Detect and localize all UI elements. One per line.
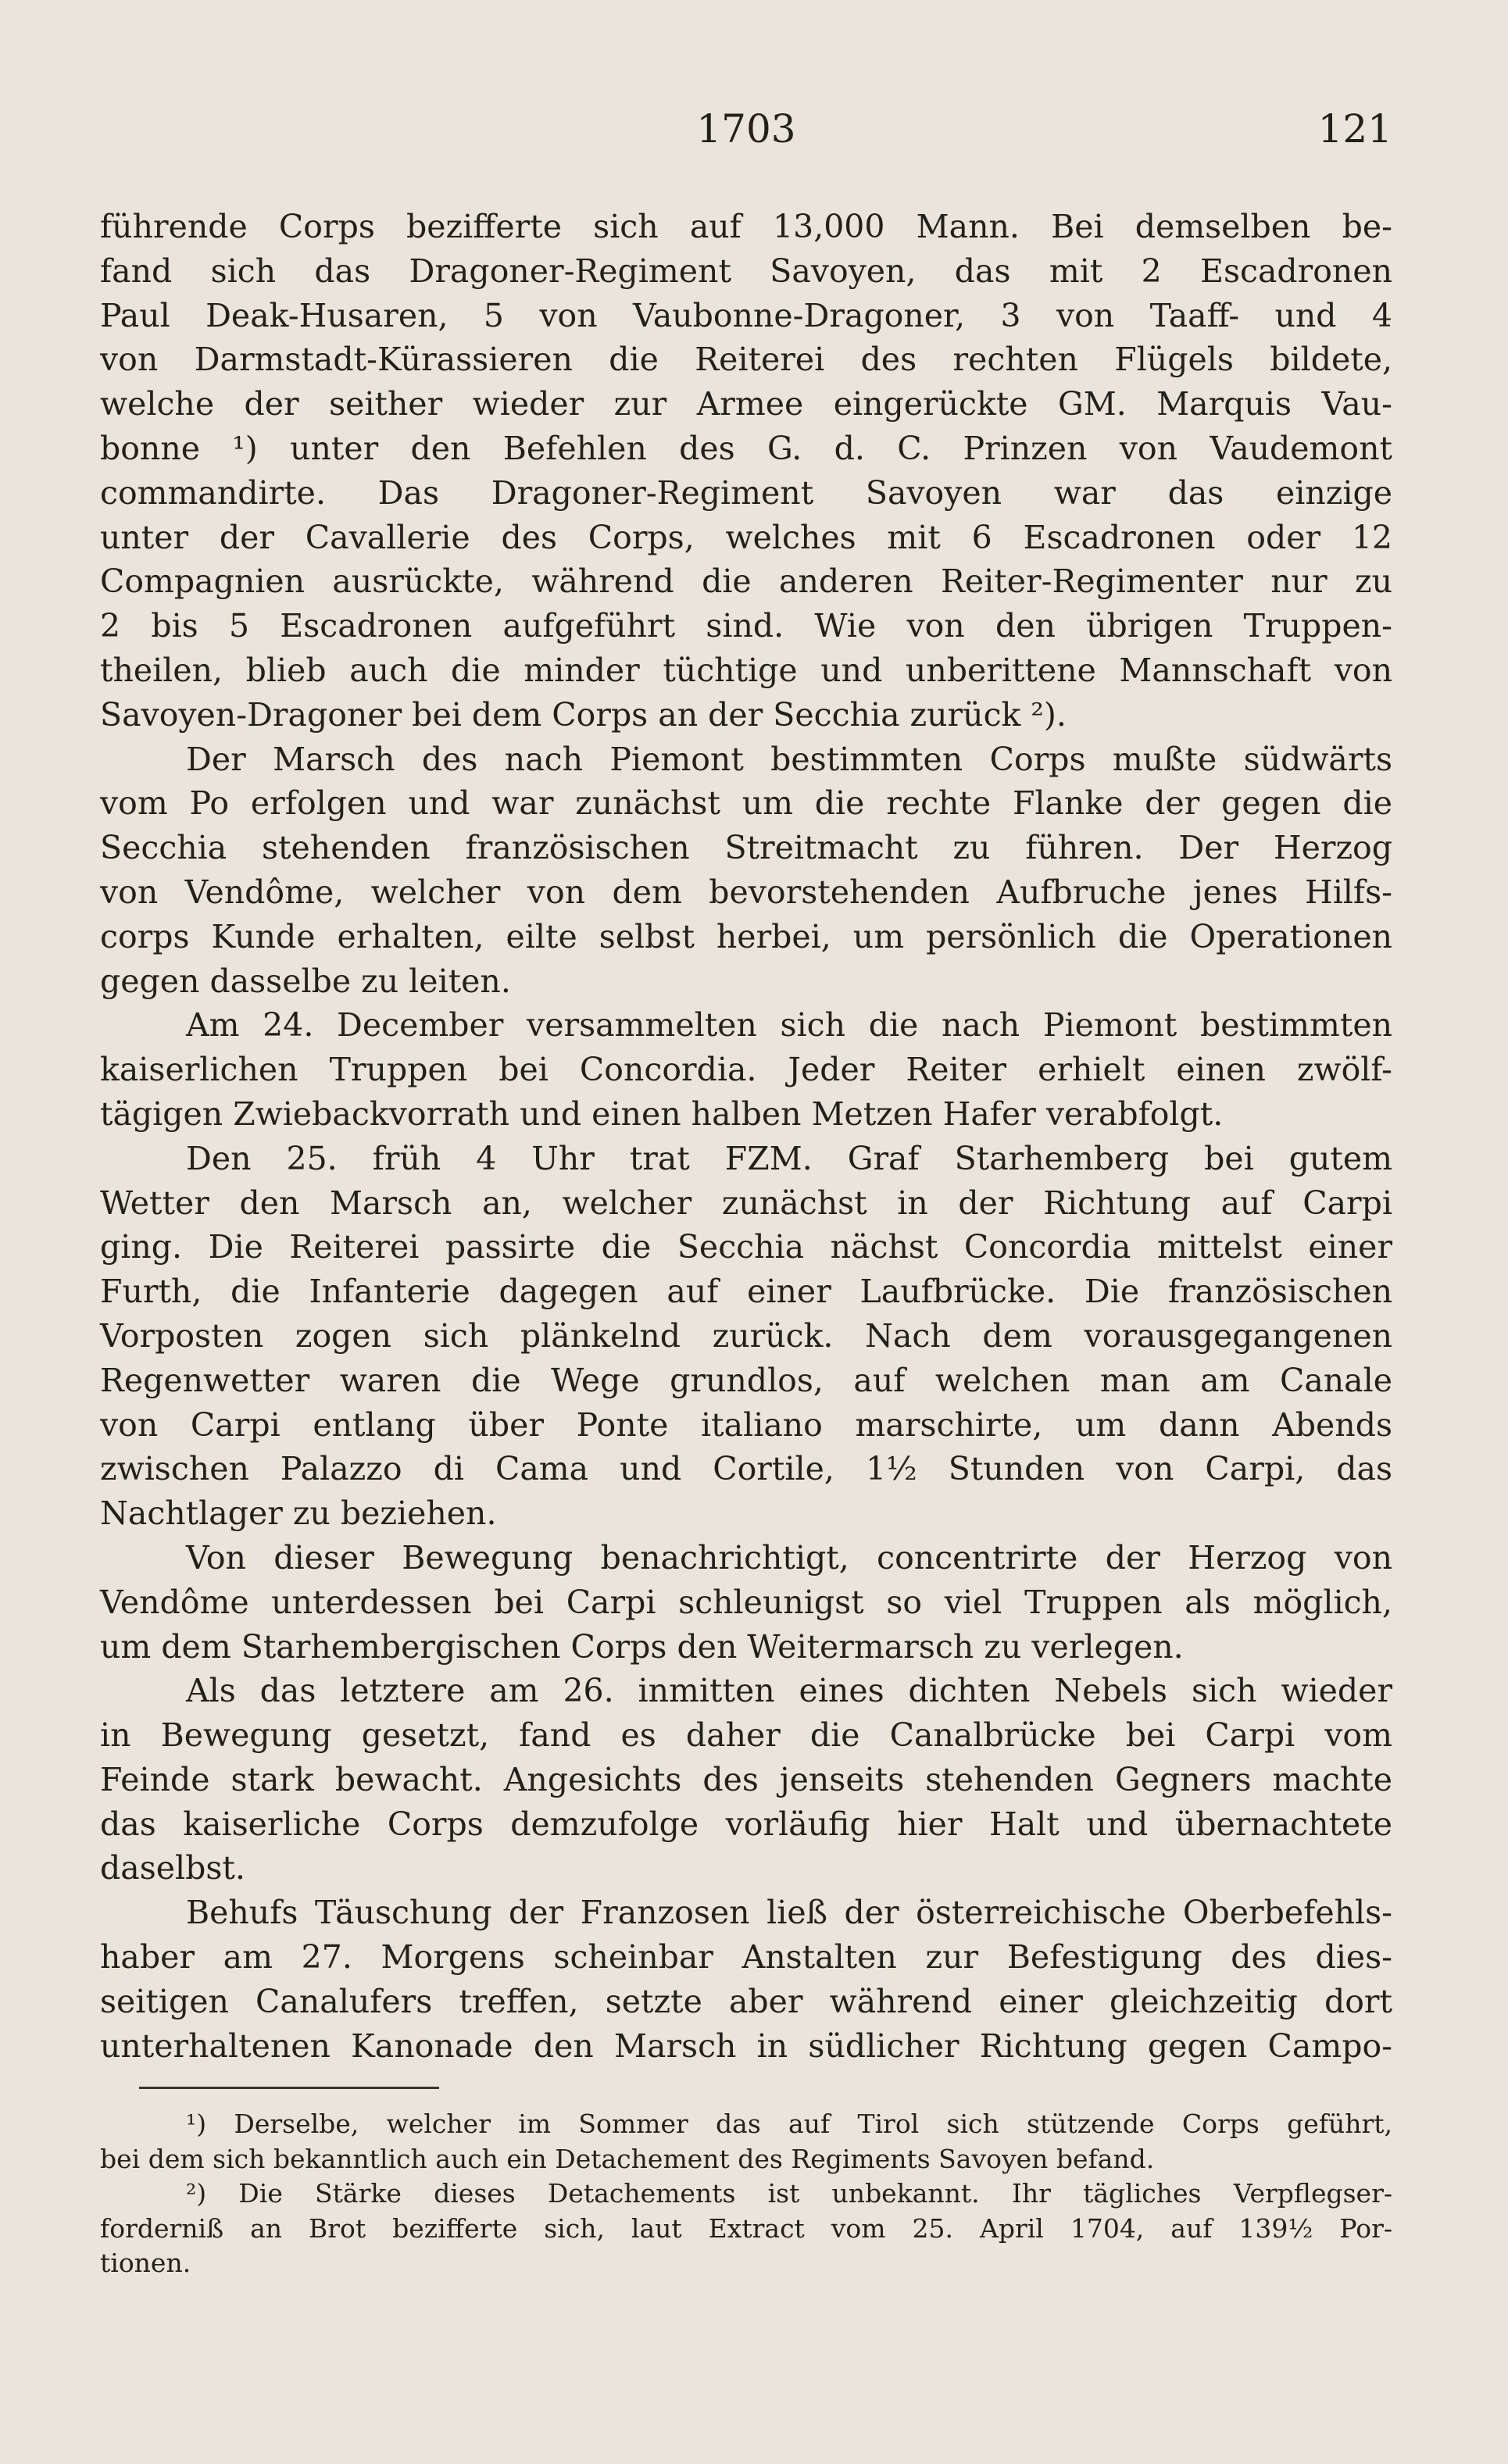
text-line: zwischen Palazzo di Cama und Cortile, 1½ Stunden von Carpi, das — [100, 1450, 1392, 1488]
text-line: Den 25. früh 4 Uhr trat FZM. Graf Starhemberg bei gutem — [186, 1139, 1392, 1177]
text-line: von Darmstadt-Kürassieren die Reiterei des rechten Flügels bildete, — [100, 341, 1392, 379]
text-line: Vendôme unterdessen bei Carpi schleunigst so viel Truppen als möglich, — [100, 1583, 1392, 1621]
text-line: 2 bis 5 Escadronen aufgeführt sind. Wie von den übrigen Truppen- — [100, 607, 1392, 645]
text-line: fand sich das Dragoner-Regiment Savoyen, das mit 2 Escadronen — [100, 252, 1392, 290]
text-line: Der Marsch des nach Piemont bestimmten Corps mußte südwärts — [186, 740, 1392, 778]
text-line: Compagnien ausrückte, während die anderen Reiter-Regimenter nur zu — [100, 562, 1392, 601]
text-line: von Vendôme, welcher von dem bevorstehenden Aufbruche jenes Hilfs- — [100, 873, 1392, 911]
text-line: von Carpi entlang über Ponte italiano marschirte, um dann Abends — [100, 1405, 1392, 1444]
text-line: haber am 27. Morgens scheinbar Anstalten zur Befestigung des dies- — [100, 1938, 1392, 1977]
text-line: Paul Deak-Husaren, 5 von Vaubonne-Dragoner, 3 von Taaff- und 4 — [100, 296, 1392, 334]
text-line: bonne ¹) unter den Befehlen des G. d. C. Prinzen von Vaudemont — [100, 429, 1392, 467]
footnote-line: ²) Die Stärke dieses Detachements ist unbekannt. Ihr tägliches Verpflegser- — [186, 2178, 1392, 2209]
text-line: daselbst. — [100, 1849, 245, 1887]
running-header-year: 1703 — [696, 106, 796, 152]
page-number: 121 — [1317, 106, 1392, 152]
text-line: seitigen Canalufers treffen, setzte aber während einer gleichzeitig dort — [100, 1982, 1392, 2020]
text-line: Als das letztere am 26. inmitten eines dichten Nebels sich wieder — [186, 1672, 1392, 1710]
text-line: das kaiserliche Corps demzufolge vorläufig hier Halt und übernachtete — [100, 1805, 1392, 1843]
text-line: corps Kunde erhalten, eilte selbst herbei, um persönlich die Operationen — [100, 917, 1392, 955]
text-line: um dem Starhembergischen Corps den Weitermarsch zu verlegen. — [100, 1627, 1184, 1666]
text-line: Feinde stark bewacht. Angesichts des jenseits stehenden Gegners machte — [100, 1760, 1392, 1798]
footnote-line: bei dem sich bekanntlich auch ein Detachement des Regiments Savoyen befand. — [100, 2143, 1155, 2174]
text-line: welche der seither wieder zur Armee eingerückte GM. Marquis Vau- — [100, 385, 1392, 423]
text-line: gegen dasselbe zu leiten. — [100, 962, 511, 1000]
text-line: tägigen Zwiebackvorrath und einen halben Metzen Hafer verabfolgt. — [100, 1095, 1224, 1133]
text-line: führende Corps bezifferte sich auf 13,000 Mann. Bei demselben be- — [100, 208, 1392, 245]
text-line: Behufs Täuschung der Franzosen ließ der österreichische Oberbefehls- — [186, 1894, 1392, 1932]
footnote-line: tionen. — [100, 2248, 191, 2278]
text-line: theilen, blieb auch die minder tüchtige und unberittene Mannschaft von — [100, 651, 1392, 689]
text-line: commandirte. Das Dragoner-Regiment Savoyen war das einzige — [100, 473, 1392, 512]
text-line: Regenwetter waren die Wege grundlos, auf welchen man am Canale — [100, 1361, 1392, 1399]
text-line: Furth, die Infanterie dagegen auf einer Laufbrücke. Die französischen — [100, 1273, 1392, 1311]
text-line: Savoyen-Dragoner bei dem Corps an der Secchia zurück ²). — [100, 695, 1067, 734]
body-text — [100, 205, 1392, 2068]
footnote-separator — [139, 2087, 439, 2089]
footnote-line: forderniß an Brot bezifferte sich, laut Extract vom 25. April 1704, auf 139½ Por- — [100, 2212, 1392, 2244]
text-line: Von dieser Bewegung benachrichtigt, concentrirte der Herzog von — [186, 1538, 1392, 1577]
footnote-line: ¹) Derselbe, welcher im Sommer das auf Tirol sich stützende Corps geführt, — [186, 2109, 1392, 2139]
text-line: Nachtlager zu beziehen. — [100, 1494, 497, 1533]
text-line: Am 24. December versammelten sich die nach Piemont bestimmten — [186, 1006, 1392, 1045]
text-line: vom Po erfolgen und war zunächst um die rechte Flanke der gegen die — [100, 784, 1392, 823]
text-line: unter der Cavallerie des Corps, welches mit 6 Escadronen oder 12 — [100, 518, 1392, 556]
text-line: ging. Die Reiterei passirte die Secchia nächst Concordia mittelst einer — [100, 1228, 1392, 1266]
text-line: unterhaltenen Kanonade den Marsch in südlicher Richtung gegen Campo- — [100, 2027, 1392, 2065]
text-line: in Bewegung gesetzt, fand es daher die Canalbrücke bei Carpi vom — [100, 1716, 1392, 1755]
text-line: kaiserlichen Truppen bei Concordia. Jeder Reiter erhielt einen zwölf- — [100, 1051, 1392, 1089]
footnotes — [100, 2107, 1392, 2281]
text-line: Vorposten zogen sich plänkelnd zurück. Nach dem vorausgegangenen — [100, 1316, 1392, 1355]
text-line: Wetter den Marsch an, welcher zunächst in der Richtung auf Carpi — [100, 1184, 1392, 1222]
running-header — [100, 105, 1392, 152]
text-line: Secchia stehenden französischen Streitmacht zu führen. Der Herzog — [100, 829, 1392, 867]
